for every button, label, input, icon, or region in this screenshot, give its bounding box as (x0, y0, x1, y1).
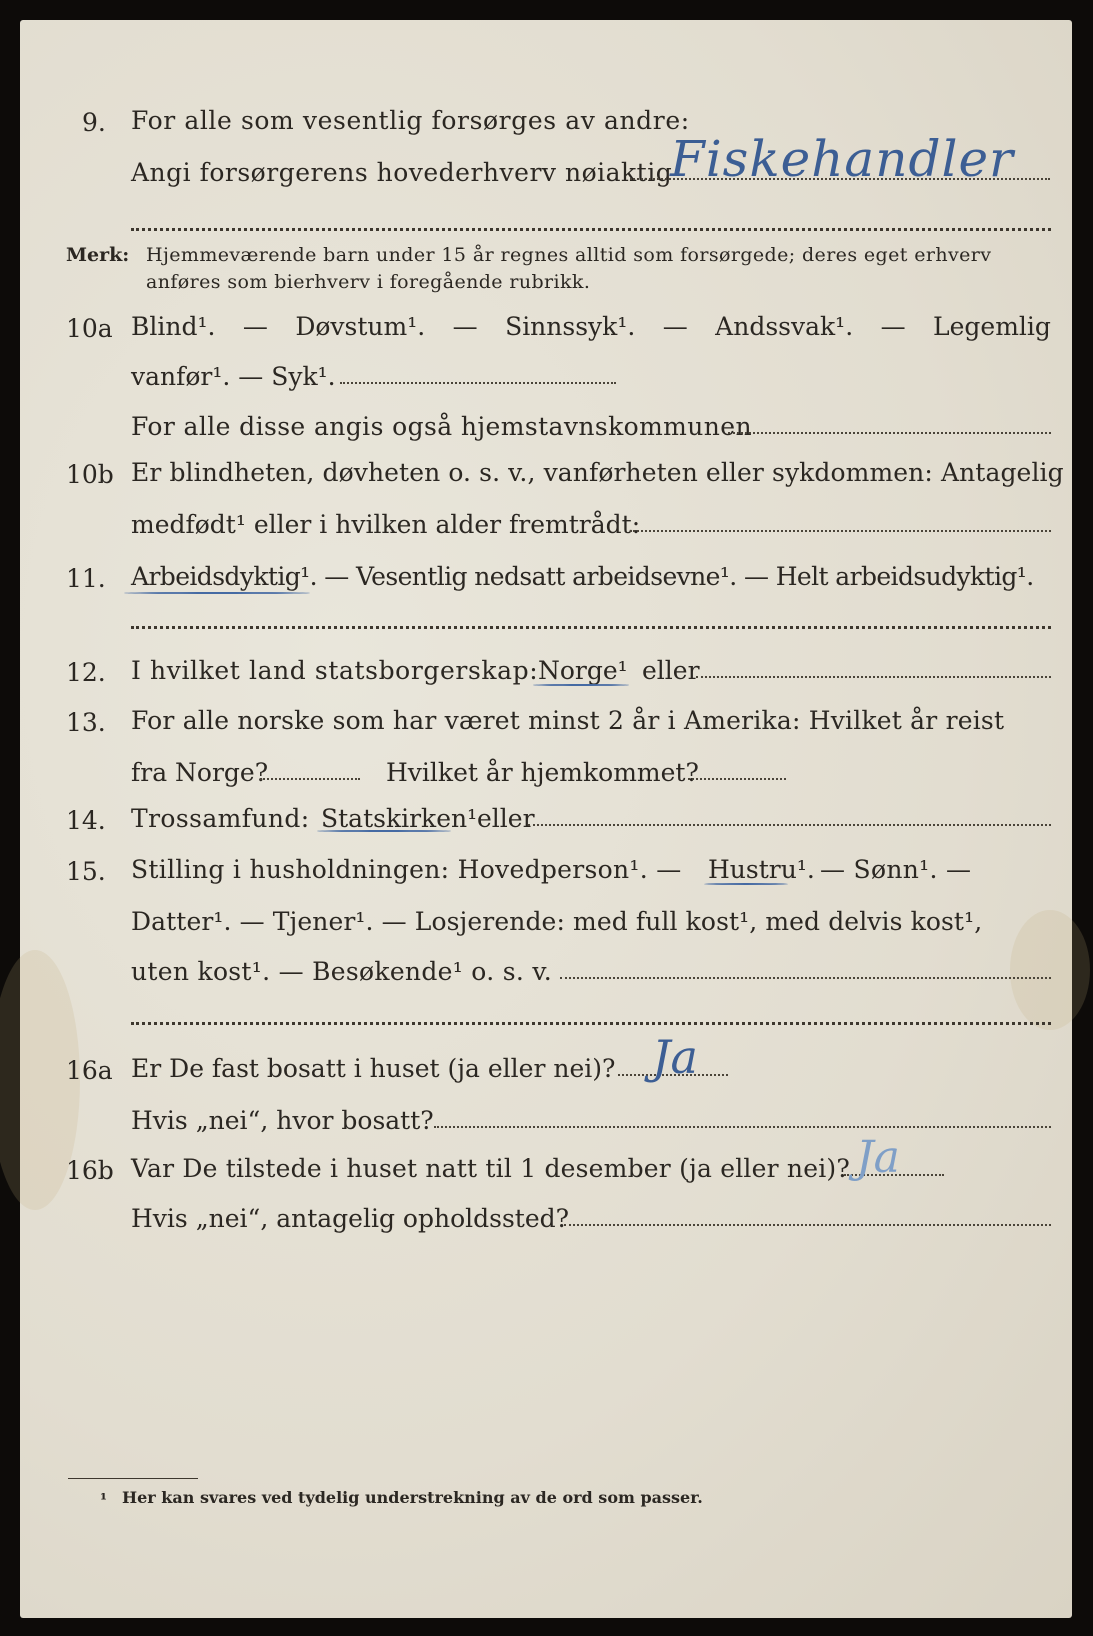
item-11-line1: Arbeidsdyktig¹. — Vesentlig nedsatt arbeidsevne¹. — Helt arbeidsudyktig¹. (131, 562, 1034, 591)
item-10b-answer-line (630, 530, 1051, 532)
item-15-choice-hustru: Hustru¹. (708, 855, 815, 884)
footnote-rule (68, 1478, 198, 1479)
item-10a-line3: For alle disse angis også hjemstavnskommunen (131, 412, 752, 441)
item-16b-opholdssted-line (564, 1224, 1051, 1226)
item-9-line2: Angi forsørgerens hovederhverv nøiaktig (131, 158, 673, 187)
dash: — (452, 312, 478, 341)
footnote-text: Her kan svares ved tydelig understrekning av de ord som passer. (122, 1488, 703, 1507)
option-dovstum: Døvstum¹. (295, 312, 426, 341)
item-10a-line1 (131, 312, 1051, 341)
norge-underline (533, 684, 629, 686)
item-13-line2b: Hvilket år hjemkommet? (386, 758, 699, 787)
option-legemlig: Legemlig (933, 312, 1051, 341)
item-16b-line2: Hvis „nei“, antagelig opholdssted? (131, 1204, 570, 1233)
item-16a-number: 16a (66, 1056, 113, 1085)
item-14-suffix: eller (477, 804, 535, 833)
item-14-answer-line (528, 824, 1051, 826)
item-15-line1-suffix: — Sønn¹. — (820, 855, 972, 884)
item-13-line1: For alle norske som har været minst 2 år i Amerika: Hvilket år reist (131, 706, 1005, 735)
merk-line2: anføres som bierhverv i foregående rubrikk. (146, 271, 591, 293)
dash: — (242, 312, 268, 341)
paper-stain (1010, 910, 1090, 1030)
item-10a-line2: vanfør¹. — Syk¹. (131, 362, 336, 391)
option-blind: Blind¹. (131, 312, 216, 341)
item-12-answer-line (696, 676, 1051, 678)
item-15-line1-prefix: Stilling i husholdningen: Hovedperson¹. — (131, 855, 682, 884)
item-15-answer-line (560, 977, 1051, 979)
item-12-choice-norge: Norge¹ (538, 656, 628, 685)
option-andssvak: Andssvak¹. (715, 312, 854, 341)
dash: — (662, 312, 688, 341)
item-9-handwritten-answer: Fiskehandler (670, 130, 1014, 188)
item-10b-number: 10b (66, 460, 114, 489)
item-12-prefix: I hvilket land statsborgerskap: (131, 656, 539, 685)
item-13-line2a: fra Norge? (131, 758, 269, 787)
item-14-number: 14. (66, 806, 106, 835)
item-16a-line2: Hvis „nei“, hvor bosatt? (131, 1106, 434, 1135)
item-10a-hjemstavn-line (728, 432, 1051, 434)
item-15-line2: Datter¹. — Tjener¹. — Losjerende: med full kost¹, med delvis kost¹, (131, 907, 983, 936)
item-14-choice-statskirken: Statskirken¹ (321, 804, 478, 833)
item-9-extra-line (131, 228, 1051, 231)
item-16b-line1: Var De tilstede i huset natt til 1 desember (ja eller nei)? (131, 1154, 850, 1183)
arbeidsdyktig-underline (124, 592, 310, 594)
statskirken-underline (317, 830, 451, 832)
item-9-line1: For alle som vesentlig forsørges av andre: (131, 106, 690, 135)
merk-label: Merk: (66, 244, 130, 266)
item-11-number: 11. (66, 564, 106, 593)
item-16b-number: 16b (66, 1156, 114, 1185)
item-15-line3: uten kost¹. — Besøkende¹ o. s. v. (131, 957, 553, 986)
census-form-page (20, 20, 1072, 1618)
item-12-number: 12. (66, 658, 106, 687)
item-16b-handwritten-answer: Ja (856, 1132, 900, 1183)
dash: — (880, 312, 906, 341)
item-14-prefix: Trossamfund: (131, 804, 310, 833)
item-10b-line2: medfødt¹ eller i hvilken alder fremtrådt: (131, 510, 641, 539)
merk-line1: Hjemmeværende barn under 15 år regnes alltid som forsørgede; deres eget erhverv (146, 244, 992, 266)
option-sinnssyk: Sinnssyk¹. (505, 312, 636, 341)
item-10a-number: 10a (66, 314, 113, 343)
item-16a-line1: Er De fast bosatt i huset (ja eller nei)? (131, 1054, 616, 1083)
hustru-underline (704, 883, 788, 885)
item-9-number: 9. (82, 108, 106, 137)
item-12-suffix: eller (642, 656, 700, 685)
item-15-number: 15. (66, 857, 106, 886)
item-13-number: 13. (66, 708, 106, 737)
item-10a-syk-line (340, 382, 616, 384)
item-15-extra-line (131, 1022, 1051, 1025)
footnote-marker: ¹ (100, 1490, 108, 1509)
item-16a-bosatt-line (434, 1126, 1051, 1128)
item-16a-handwritten-answer: Ja (652, 1030, 698, 1084)
item-11-extra-line (131, 626, 1051, 629)
item-13-hjemkommet-line (688, 778, 786, 780)
item-13-reist-line (260, 778, 360, 780)
item-10b-line1: Er blindheten, døvheten o. s. v., vanførheten eller sykdommen: Antagelig (131, 458, 1064, 487)
